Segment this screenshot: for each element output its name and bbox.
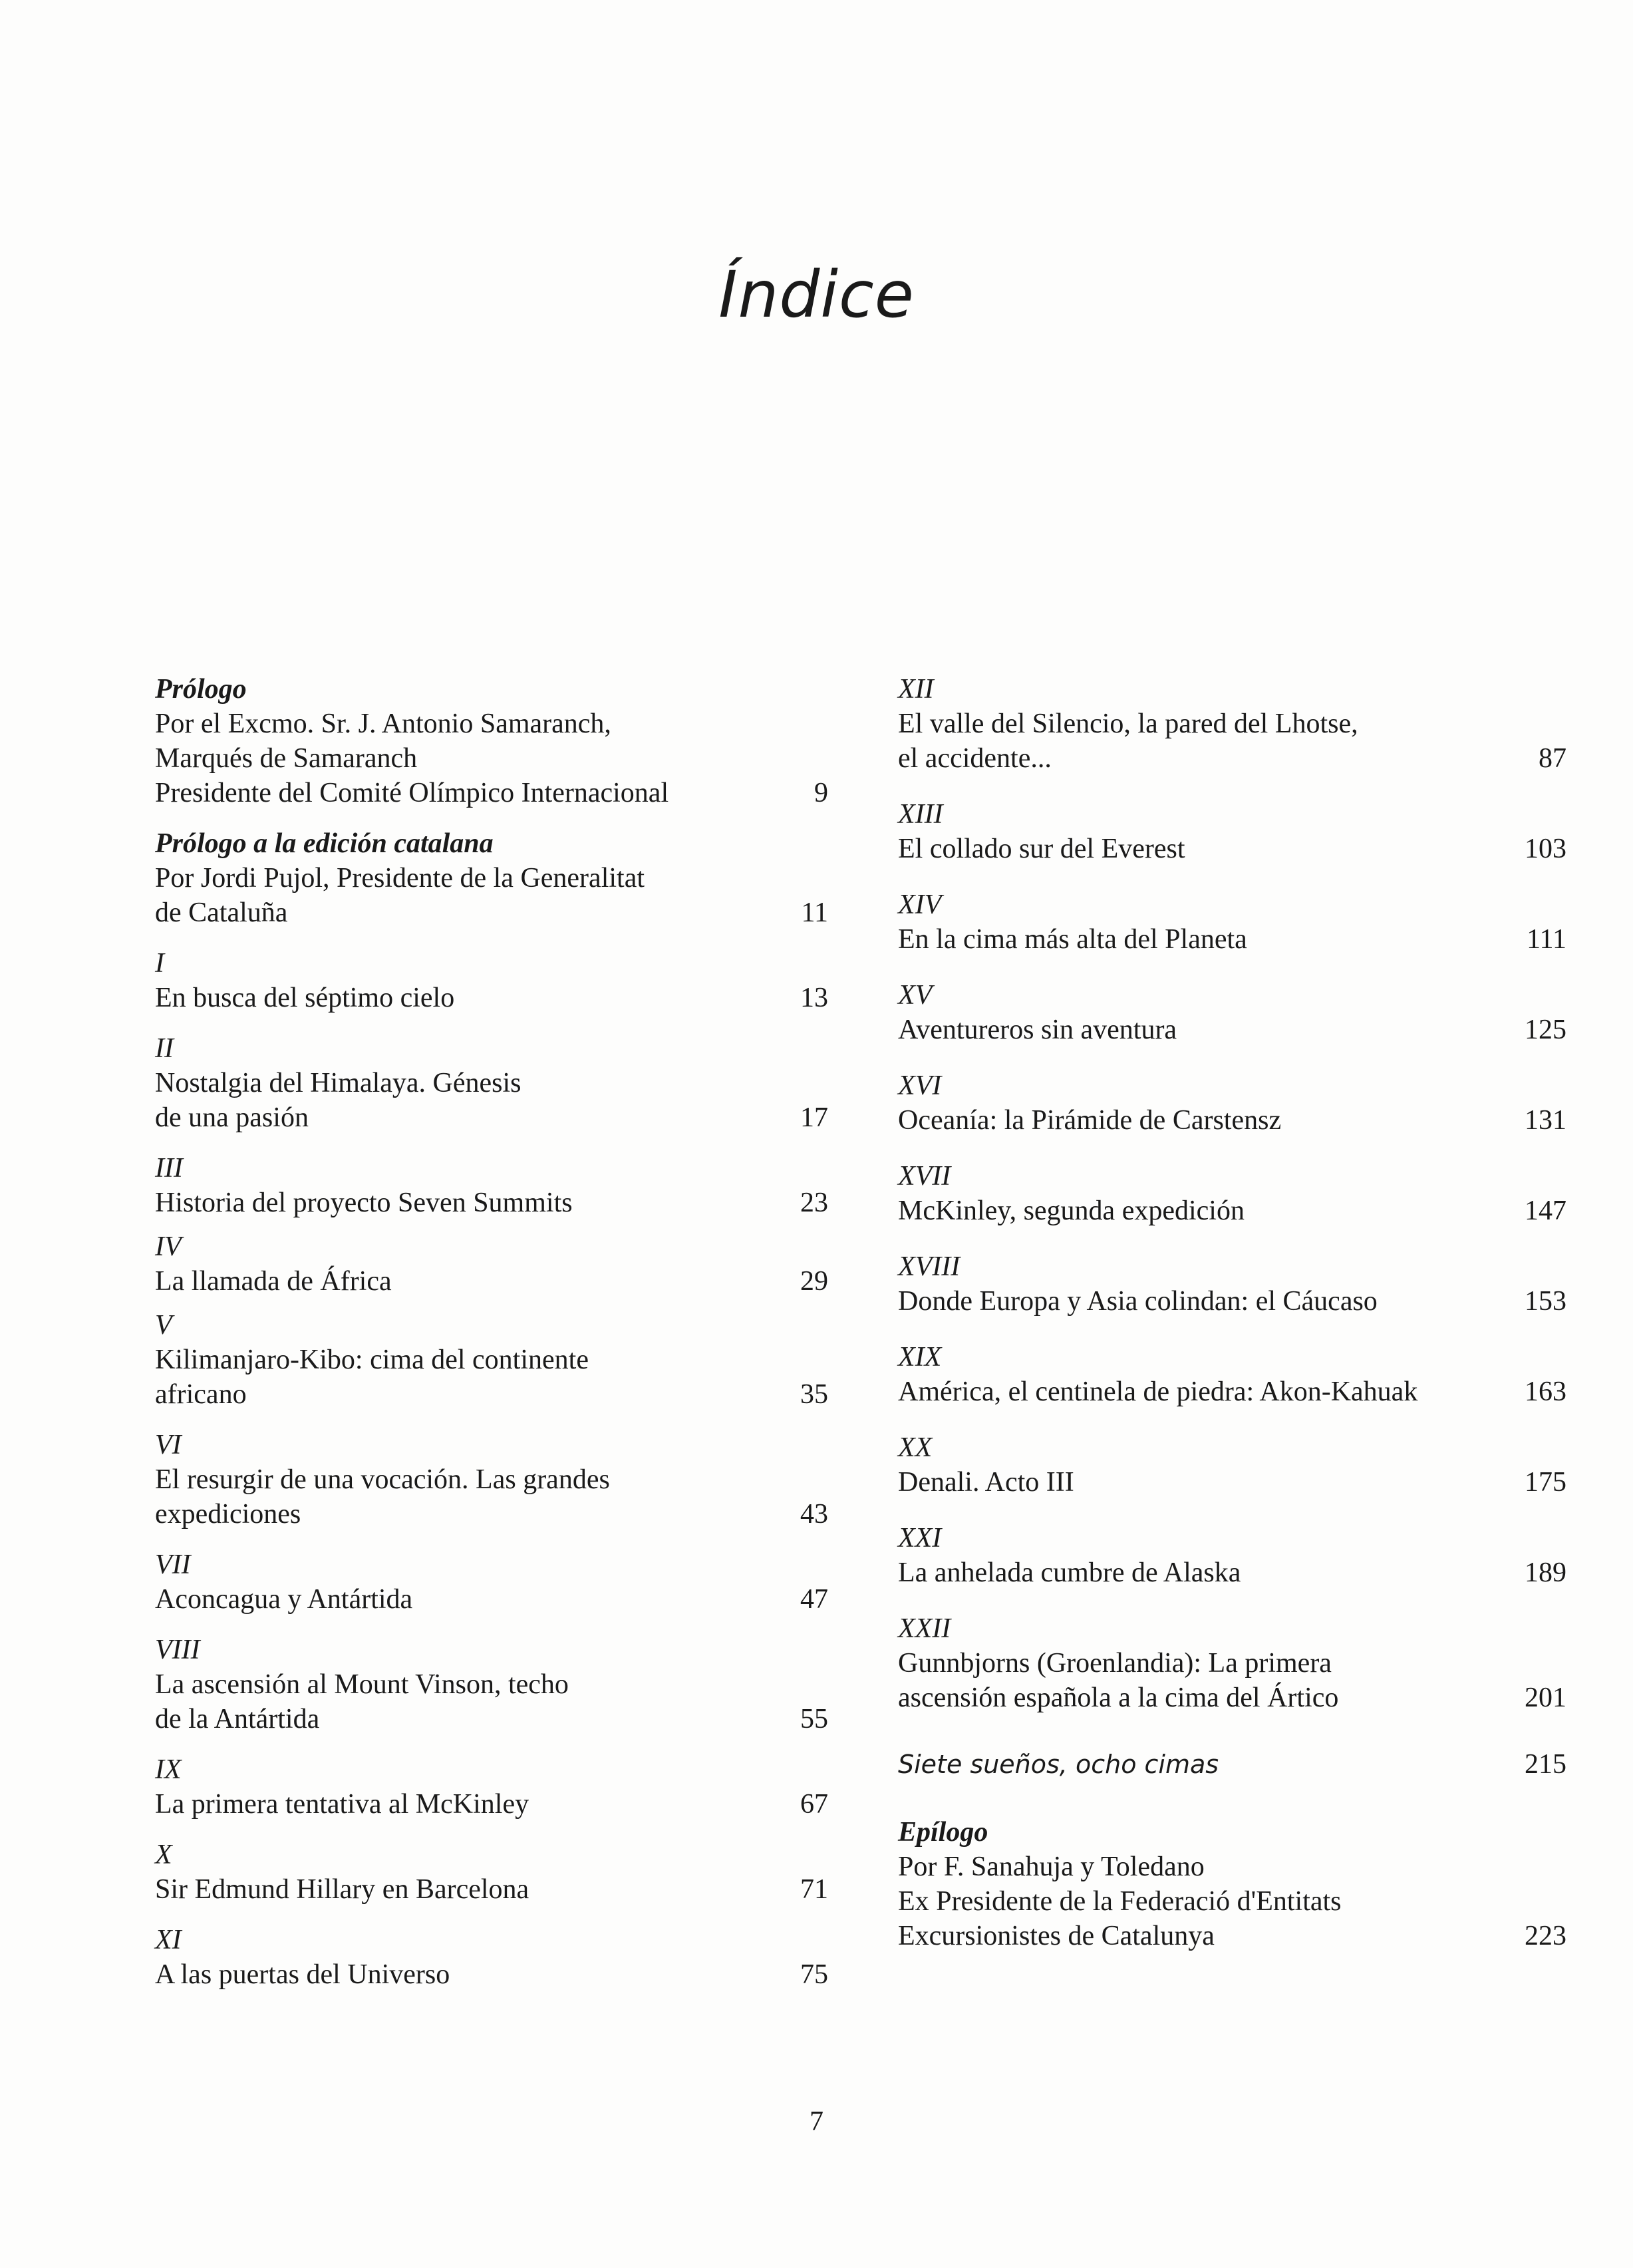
toc-page-number: 215 (1525, 1749, 1566, 1780)
toc-entry-text: Ex Presidente de la Federació d'Entitats (898, 1886, 1342, 1917)
toc-entry-text: Denali. Acto III (898, 1467, 1074, 1498)
toc-entry-text: Sir Edmund Hillary en Barcelona (155, 1874, 529, 1905)
toc-entry-heading: XVIII (898, 1251, 961, 1282)
toc-entry-text: Marqués de Samaranch (155, 743, 418, 774)
toc-entry[interactable] (155, 1428, 828, 1532)
toc-entry[interactable] (898, 978, 1566, 1047)
toc-entry-heading: XIV (898, 890, 942, 920)
toc-entry-heading: I (155, 948, 164, 979)
toc-entry-text: Por Jordi Pujol, Presidente de la Generalitat (155, 863, 645, 893)
toc-entry-text: La llamada de África (155, 1266, 392, 1297)
toc-entry-heading: XXII (898, 1613, 951, 1644)
toc-entry-text: expediciones (155, 1499, 301, 1530)
toc-entry-text: Kilimanjaro-Kibo: cima del continente (155, 1345, 589, 1375)
toc-entry-heading: XII (898, 674, 934, 705)
toc-entry[interactable] (155, 1838, 828, 1907)
toc-entry-heading: Prólogo (155, 674, 247, 705)
toc-entry-text: Por el Excmo. Sr. J. Antonio Samaranch, (155, 709, 611, 739)
toc-entry[interactable] (155, 672, 828, 810)
toc-page-number: 75 (800, 1959, 828, 1990)
toc-entry[interactable] (898, 1430, 1566, 1500)
toc-page-number: 223 (1525, 1921, 1566, 1951)
toc-entry[interactable] (898, 1249, 1566, 1319)
page-title: Índice (718, 257, 915, 332)
toc-entry[interactable] (155, 1031, 828, 1135)
toc-entry-heading: XIX (898, 1342, 942, 1373)
toc-entry[interactable] (898, 1747, 1566, 1782)
toc-entry-text: Donde Europa y Asia colindan: el Cáucaso (898, 1286, 1378, 1317)
toc-entry[interactable] (155, 1229, 828, 1299)
page-number: 7 (810, 2106, 823, 2137)
toc-page-number: 87 (1539, 743, 1566, 774)
toc-entry-text: La ascensión al Mount Vinson, techo (155, 1669, 569, 1700)
toc-page-number: 163 (1525, 1377, 1566, 1407)
toc-entry-text: Aventureros sin aventura (898, 1015, 1177, 1045)
toc-entry[interactable] (155, 826, 828, 930)
toc-entry-text: Aconcagua y Antártida (155, 1584, 413, 1615)
toc-page-number: 111 (1527, 924, 1566, 955)
toc-page-number: 125 (1525, 1015, 1566, 1045)
toc-entry-heading: XIII (898, 799, 943, 830)
toc-page-number: 11 (801, 897, 828, 928)
toc-entry[interactable] (898, 1815, 1566, 1953)
toc-entry-heading: VI (155, 1430, 182, 1460)
toc-entry-text: Historia del proyecto Seven Summits (155, 1188, 573, 1218)
toc-entry-heading: VIII (155, 1635, 200, 1665)
toc-page-number: 9 (814, 778, 828, 808)
toc-entry-text: McKinley, segunda expedición (898, 1196, 1245, 1226)
toc-entry-text: El valle del Silencio, la pared del Lhotse, (898, 709, 1358, 739)
toc-entry-text: Gunnbjorns (Groenlandia): La primera (898, 1648, 1332, 1679)
toc-entry[interactable] (155, 946, 828, 1015)
toc-entry-text: de la Antártida (155, 1704, 320, 1734)
toc-entry-text: Nostalgia del Himalaya. Génesis (155, 1068, 521, 1098)
toc-entry-text: La primera tentativa al McKinley (155, 1789, 529, 1820)
toc-entry[interactable] (898, 1159, 1566, 1228)
toc-page-number: 201 (1525, 1683, 1566, 1713)
toc-page-number: 175 (1525, 1467, 1566, 1498)
toc-entry-text: de una pasión (155, 1102, 309, 1133)
toc-entry-heading: IX (155, 1754, 182, 1785)
toc-page-number: 103 (1525, 834, 1566, 864)
toc-entry[interactable] (155, 1308, 828, 1412)
toc-entry[interactable] (898, 797, 1566, 866)
toc-entry[interactable] (898, 672, 1566, 776)
toc-entry-text: el accidente... (898, 743, 1052, 774)
toc-page-number: 153 (1525, 1286, 1566, 1317)
toc-entry[interactable] (898, 1340, 1566, 1409)
toc-page-number: 23 (800, 1188, 828, 1218)
toc-entry[interactable] (155, 1633, 828, 1736)
toc-entry-text: Oceanía: la Pirámide de Carstensz (898, 1105, 1282, 1136)
toc-entry-text: En la cima más alta del Planeta (898, 924, 1247, 955)
toc-page-number: 55 (800, 1704, 828, 1734)
toc-page-number: 17 (800, 1102, 828, 1133)
toc-page-number: 67 (800, 1789, 828, 1820)
toc-page-number: 13 (800, 983, 828, 1013)
toc-entry-text: En busca del séptimo cielo (155, 983, 455, 1013)
toc-page-number: 35 (800, 1379, 828, 1410)
toc-entry-heading: XI (155, 1925, 182, 1955)
toc-entry-heading: VII (155, 1549, 191, 1580)
toc-entry-text: América, el centinela de piedra: Akon-Kahuak (898, 1377, 1418, 1407)
toc-entry-heading: V (155, 1310, 172, 1341)
toc-entry[interactable] (155, 1923, 828, 1992)
toc-page-number: 147 (1525, 1196, 1566, 1226)
toc-entry[interactable] (898, 888, 1566, 957)
toc-entry-text: La anhelada cumbre de Alaska (898, 1557, 1241, 1588)
toc-entry[interactable] (155, 1547, 828, 1617)
toc-entry-text: Presidente del Comité Olímpico Internacional (155, 778, 669, 808)
toc-entry-heading: XX (898, 1432, 933, 1463)
toc-entry-text: Excursionistes de Catalunya (898, 1921, 1215, 1951)
toc-entry-heading: X (155, 1840, 172, 1870)
toc-entry-text: africano (155, 1379, 247, 1410)
toc-entry[interactable] (898, 1611, 1566, 1715)
toc-entry-heading: XXI (898, 1523, 942, 1553)
toc-entry[interactable] (155, 1151, 828, 1220)
toc-entry[interactable] (898, 1068, 1566, 1138)
toc-entry-text: Siete sueños, ocho cimas (898, 1750, 1219, 1779)
toc-entry[interactable] (898, 1521, 1566, 1590)
toc-entry-heading: Epílogo (898, 1817, 988, 1848)
toc-page-number: 29 (800, 1266, 828, 1297)
toc-entry-heading: IV (155, 1231, 182, 1262)
toc-entry-heading: XV (898, 980, 933, 1011)
toc-entry-heading: Prólogo a la edición catalana (155, 828, 494, 859)
toc-entry-text: El collado sur del Everest (898, 834, 1185, 864)
toc-page-number: 43 (800, 1499, 828, 1530)
toc-page-number: 131 (1525, 1105, 1566, 1136)
toc-page-number: 189 (1525, 1557, 1566, 1588)
toc-entry-heading: II (155, 1033, 174, 1064)
toc-entry-heading: XVII (898, 1161, 951, 1192)
toc-entry-heading: XVI (898, 1070, 942, 1101)
toc-entry-text: de Cataluña (155, 897, 288, 928)
toc-entry-text: ascensión española a la cima del Ártico (898, 1683, 1339, 1713)
toc-right-column (898, 672, 1566, 1953)
toc-entry-text: A las puertas del Universo (155, 1959, 450, 1990)
toc-entry-text: El resurgir de una vocación. Las grandes (155, 1464, 610, 1495)
toc-entry-heading: III (155, 1153, 183, 1184)
toc-page-number: 47 (800, 1584, 828, 1615)
toc-entry[interactable] (155, 1752, 828, 1822)
toc-entry-text: Por F. Sanahuja y Toledano (898, 1852, 1205, 1882)
toc-page-number: 71 (800, 1874, 828, 1905)
toc-left-column (155, 672, 828, 1992)
